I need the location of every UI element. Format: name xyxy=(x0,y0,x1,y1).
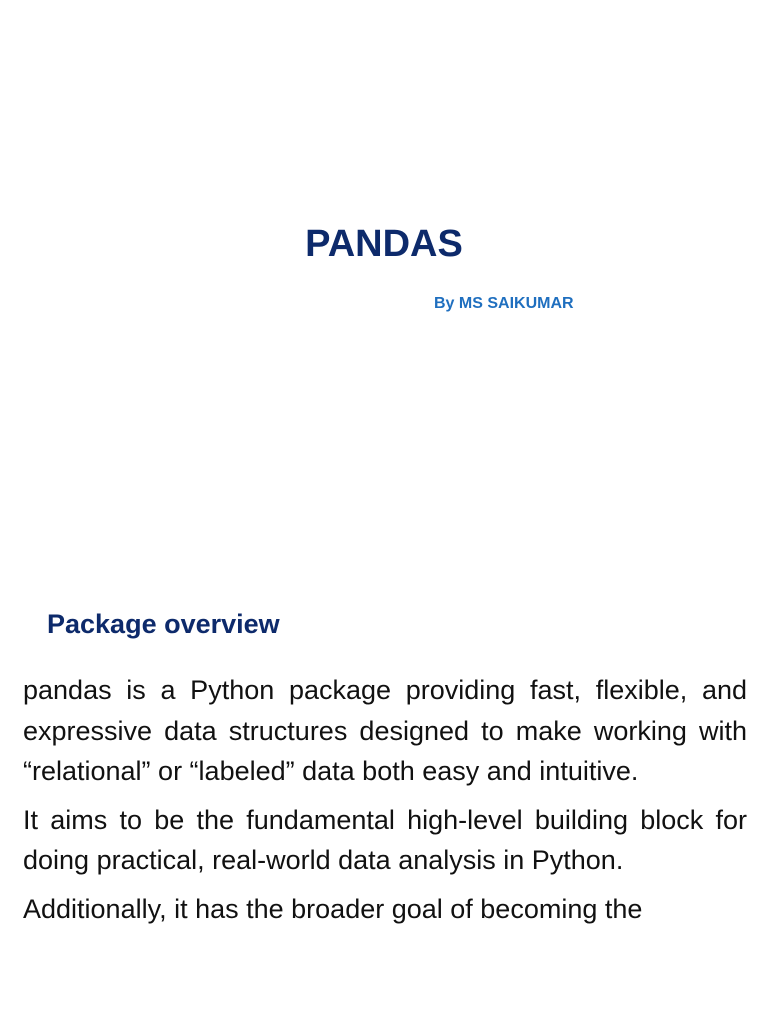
overview-body xyxy=(23,670,747,937)
section-heading: Package overview xyxy=(47,609,280,639)
paragraph-aim: It aims to be the fundamental high-level building block for doing practical, real-world data analysis in Python. xyxy=(23,804,747,875)
paragraph-intro: pandas is a Python package providing fast, flexible, and expressive data structures designed to make working with “relational” or “labeled” data both easy and intuitive. xyxy=(23,675,747,786)
author-byline: By MS SAIKUMAR xyxy=(434,295,574,312)
page-title: PANDAS xyxy=(305,223,463,265)
paragraph-additionally: Additionally, it has the broader goal of becoming the xyxy=(23,893,643,924)
